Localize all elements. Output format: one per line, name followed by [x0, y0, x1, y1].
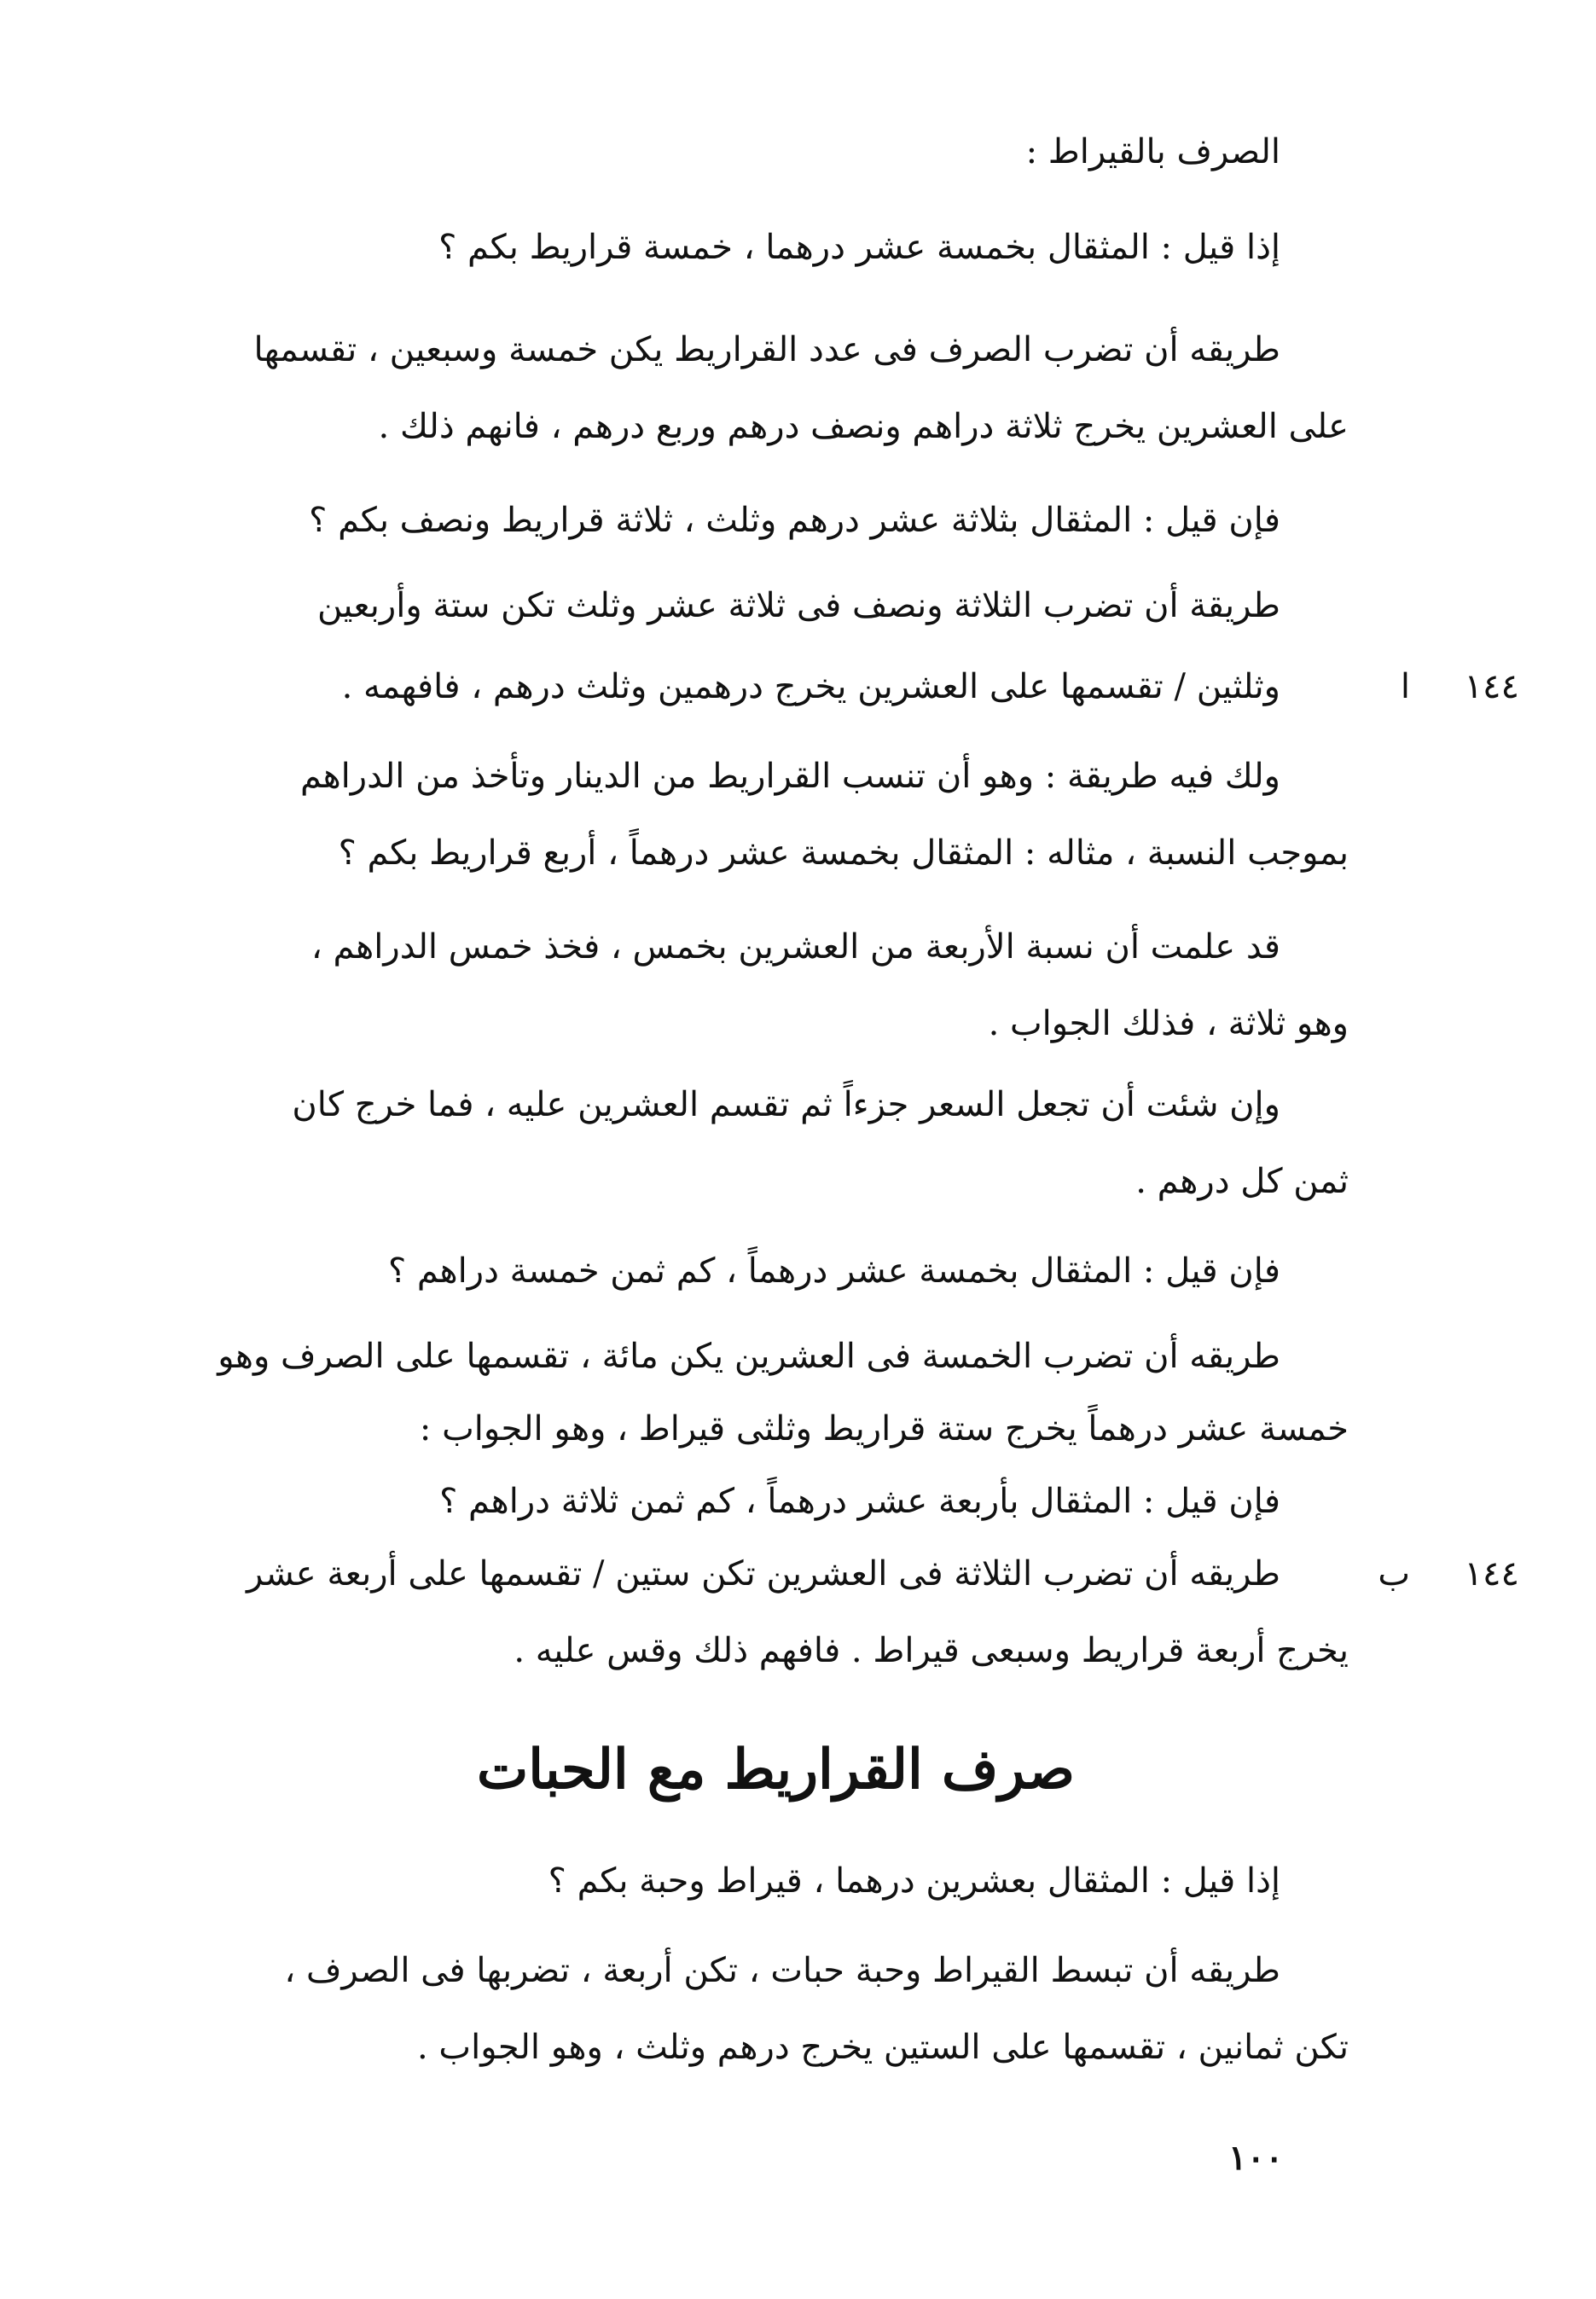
text-line: خمسة عشر درهماً يخرج ستة قراريط وثلثى قيراط ، وهو الجواب :: [419, 1409, 1349, 1448]
folio-side: ب: [1378, 1554, 1410, 1594]
text-line: إذا قيل : المثقال بخمسة عشر درهما ، خمسة قراريط بكم ؟: [438, 228, 1280, 267]
text-line: طريقه أن تضرب الصرف فى عدد القراريط يكن خمسة وسبعين ، تقسمها: [253, 330, 1280, 369]
text-line: فإن قيل : المثقال بأربعة عشر درهماً ، كم ثمن ثلاثة دراهم ؟: [439, 1482, 1280, 1521]
text-line: طريقه أن تضرب الثلاثة فى العشرين تكن ستين / تقسمها على أربعة عشر: [247, 1554, 1280, 1594]
text-line: ولك فيه طريقة : وهو أن تنسب القراريط من الدينار وتأخذ من الدراهم: [299, 757, 1280, 796]
text-line: فإن قيل : المثقال بثلاثة عشر درهم وثلث ، ثلاثة قراريط ونصف بكم ؟: [309, 501, 1280, 540]
text-line: وهو ثلاثة ، فذلك الجواب .: [988, 1004, 1349, 1043]
folio-number: ١٤٤: [1464, 667, 1519, 706]
text-line: يخرج أربعة قراريط وسبعى قيراط . فافهم ذلك وقس عليه .: [514, 1631, 1349, 1670]
text-line: طريقة أن تضرب الثلاثة ونصف فى ثلاثة عشر وثلث تكن ستة وأربعين: [316, 586, 1280, 625]
text-line: فإن قيل : المثقال بخمسة عشر درهماً ، كم ثمن خمسة دراهم ؟: [387, 1251, 1280, 1291]
folio-number: ١٤٤: [1464, 1554, 1519, 1594]
page-number: ١٠٠: [1228, 2138, 1284, 2178]
text-line: ثمن كل درهم .: [1135, 1162, 1349, 1201]
text-line: وإن شئت أن تجعل السعر جزءاً ثم تقسم العشرين عليه ، فما خرج كان: [292, 1085, 1280, 1124]
text-line: إذا قيل : المثقال بعشرين درهما ، قيراط وحبة بكم ؟: [548, 1861, 1280, 1901]
text-line: وثلثين / تقسمها على العشرين يخرج درهمين وثلث درهم ، فافهمه .: [341, 667, 1280, 706]
text-line: قد علمت أن نسبة الأربعة من العشرين بخمس ، فخذ خمس الدراهم ،: [310, 927, 1280, 967]
margin-folio-note-a: [1401, 661, 1519, 712]
section-title: الصرف بالقيراط :: [1025, 132, 1280, 171]
text-line: طريقه أن تضرب الخمسة فى العشرين يكن مائة ، تقسمها على الصرف وهو: [218, 1337, 1280, 1376]
text-line: طريقه أن تبسط القيراط وحبة حبات ، تكن أربعة ، تضربها فى الصرف ،: [284, 1951, 1280, 1990]
text-line: بموجب النسبة ، مثاله : المثقال بخمسة عشر درهماً ، أربع قراريط بكم ؟: [338, 833, 1349, 873]
chapter-heading: صرف القراريط مع الحبات: [476, 1738, 1075, 1802]
folio-side: ا: [1400, 667, 1410, 706]
text-line: على العشرين يخرج ثلاثة دراهم ونصف درهم وربع درهم ، فانهم ذلك .: [378, 407, 1349, 446]
text-line: تكن ثمانين ، تقسمها على الستين يخرج درهم وثلث ، وهو الجواب .: [417, 2028, 1349, 2067]
margin-folio-note-b: [1378, 1548, 1519, 1599]
